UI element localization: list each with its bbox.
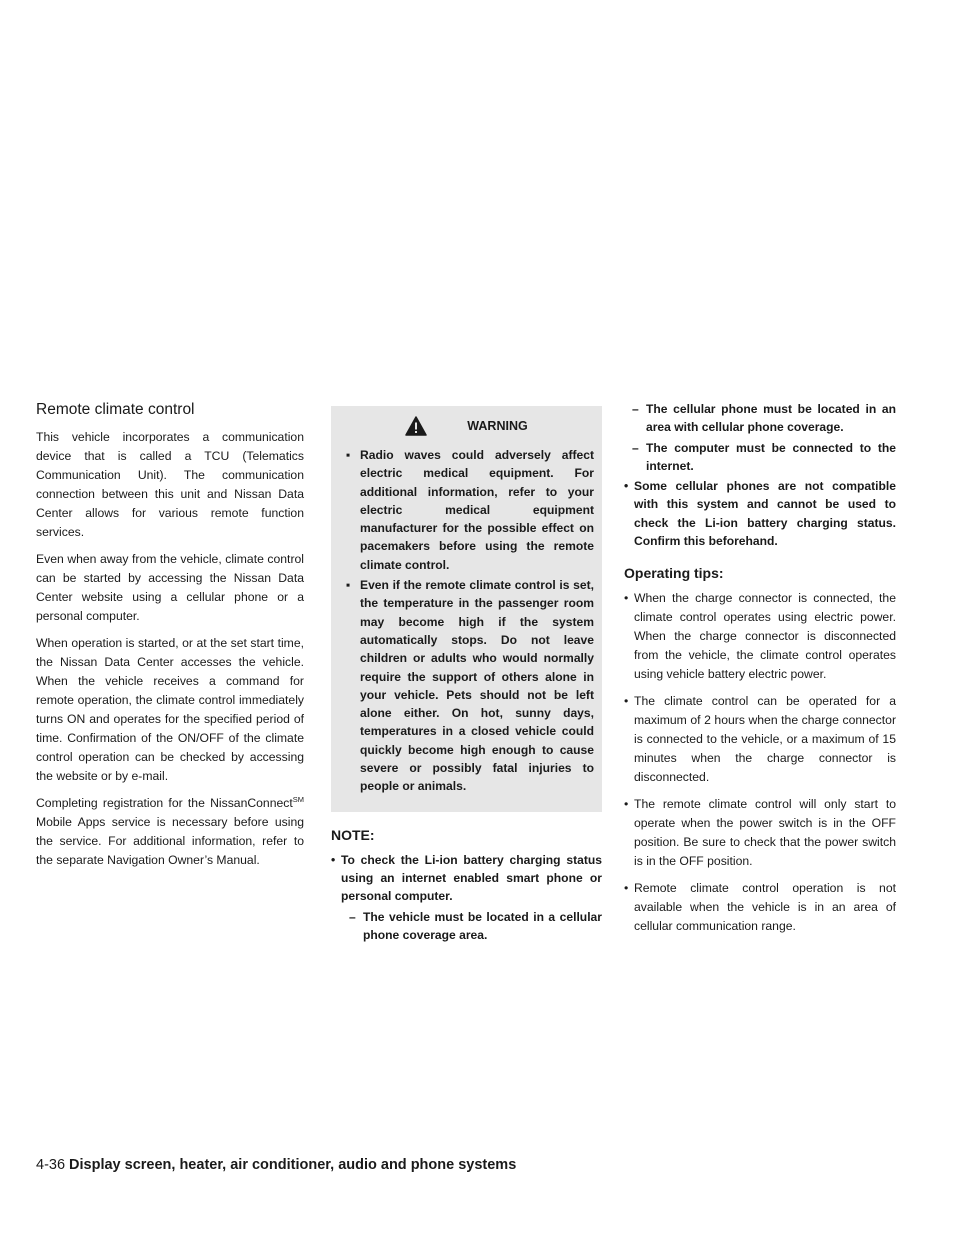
note-item: • Some cellular phones are not compatible with this system and cannot be used to check the Li-ion battery charging status. Confirm this beforehand. [624,479,896,549]
note-subitem: – The cellular phone must be located in an area with cellular phone coverage. [632,402,896,435]
tips-title: Operating tips: [624,565,724,582]
registration-text-a: Completing registration for the NissanConnect [36,796,293,810]
note-item: • To check the Li-ion battery charging status using an internet enabled smart phone or personal computer. [331,852,602,904]
tip-item: • When the charge connector is connected, the climate control operates using electric power. When the charge connector is disconnected from the vehicle, the climate control operates using vehicle battery electric power. [624,591,896,682]
registration-paragraph [36,794,304,870]
registration-text-b: Mobile Apps service is necessary before using the service. For additional information, refer to the separate Navigation Owner’s Manual. [36,815,304,867]
page-footer [36,1157,516,1173]
tip-item: • The climate control can be operated for a maximum of 2 hours when the charge connector is connected to the vehicle, or a maximum of 15 minutes when the charge connector is disconnected. [624,694,896,785]
tip-item: • The remote climate control will only start to operate when the power switch is in the OFF position. Be sure to check that the power switch is in the OFF position. [624,797,896,869]
warning-header [339,416,594,436]
tip-item: • Remote climate control operation is not available when the vehicle is in an area of cellular communication range. [624,881,896,934]
page-number: 4-36 [36,1157,66,1173]
warning-box [331,406,602,812]
note-subitem: – The computer must be connected to the internet. [632,440,896,473]
warning-item: ▪ Radio waves could adversely affect electric medical equipment. For additional information, refer to your electric medical equipment manufacturer for the possible effect on pacemakers before using the remote climate control. [346,448,594,572]
service-mark: SM [292,794,304,804]
chapter-title: Display screen, heater, air conditioner, audio and phone systems [69,1157,517,1173]
note-title: NOTE: [331,826,375,843]
warning-label: WARNING [467,418,528,433]
note-subitem: – The vehicle must be located in a cellular phone coverage area. [349,909,602,942]
warning-list [339,446,594,796]
operation-paragraph: When operation is started, or at the set start time, the Nissan Data Center accesses the vehicle. When the vehicle receives a command for remote operation, the climate control immediately turns ON and operates for the specified period of time. Confirmation of the ON/OFF of the climate control operation can be checked by accessing the website or by e-mail. [36,636,304,783]
section-title: Remote climate control [36,401,195,418]
column-middle [331,400,602,946]
intro-paragraph: This vehicle incorporates a communication device that is called a TCU (Telematics Communication Unit). The communication connection between this unit and Nissan Data Center allows for various remote function services. [36,430,304,539]
warning-triangle-icon [405,416,427,436]
column-right [624,400,896,944]
column-left [36,400,304,878]
warning-item: ▪ Even if the remote climate control is set, the temperature in the passenger room may become high if the system automatically stops. Do not leave children or adults who would normally require the support of others alone in your vehicle. Pets should not be left alone either. On hot, sunny days, temperatures in a closed vehicle could quickly become high enough to cause severe or possibly fatal injuries to people or animals. [346,578,594,794]
remote-access-paragraph: Even when away from the vehicle, climate control can be started by accessing the Nissan Data Center website using a cellular phone or a personal computer. [36,552,304,623]
